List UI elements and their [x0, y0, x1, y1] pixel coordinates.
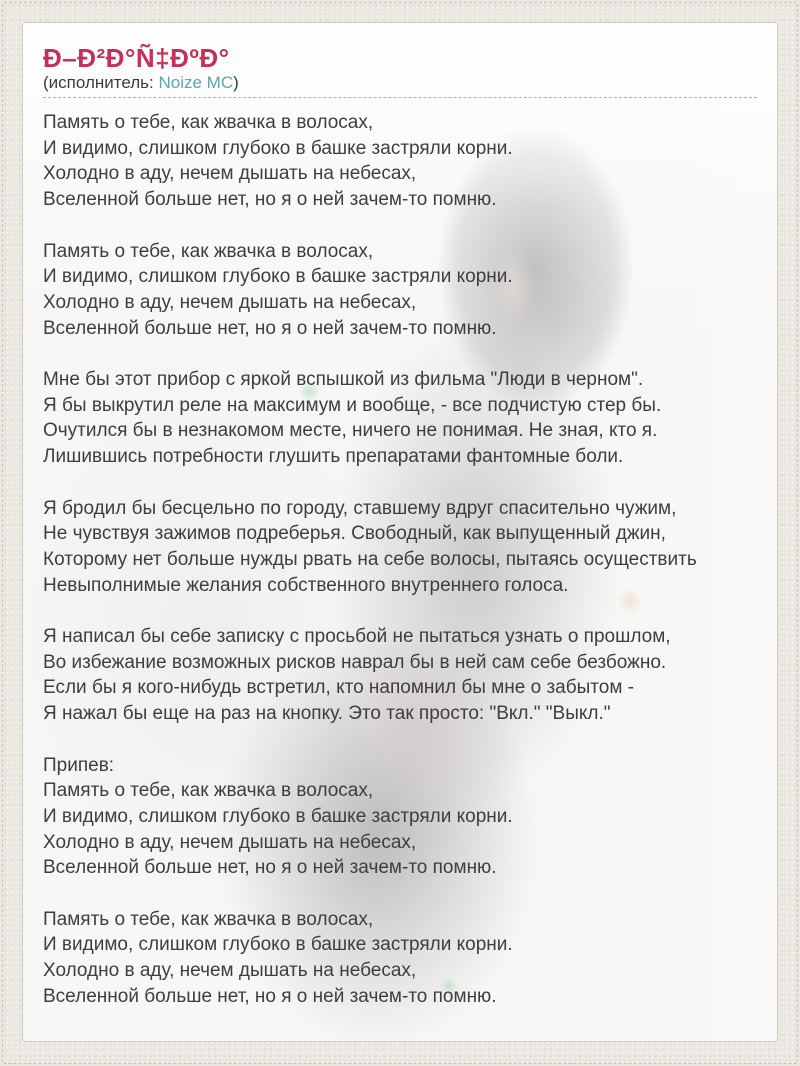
artist-link[interactable]: Noize MC: [158, 73, 234, 92]
lyric-line: Холодно в аду, нечем дышать на небесах,: [43, 960, 417, 982]
lyric-line: И видимо, слишком глубоко в башке застряли корни.: [43, 934, 513, 956]
lyric-line: И видимо, слишком глубоко в башке застряли корни.: [43, 266, 513, 288]
lyric-line: Я бродил бы бесцельно по городу, ставшему вдруг спасительно чужим,: [43, 497, 677, 519]
lyric-line: Холодно в аду, нечем дышать на небесах,: [43, 163, 417, 185]
lyric-line: Память о тебе, как жвачка в волосах,: [43, 240, 374, 262]
lyric-line: Во избежание возможных рисков наврал бы в ней сам себе безбожно.: [43, 651, 667, 673]
lyric-line: Холодно в аду, нечем дышать на небесах,: [43, 291, 417, 313]
artist-prefix: (исполнитель:: [43, 73, 159, 92]
lyrics-text: [43, 110, 757, 1010]
lyric-line: Я написал бы себе записку с просьбой не пытаться узнать о прошлом,: [43, 626, 671, 647]
lyrics-card: [22, 22, 778, 1042]
lyrics-stanza: [43, 239, 757, 342]
lyric-line: Вселенной больше нет, но я о ней зачем-то помню.: [43, 857, 497, 879]
page-title: Ð–Ð²Ð°Ñ‡ÐºÐ°: [43, 43, 230, 73]
lyric-line: И видимо, слишком глубоко в башке застряли корни.: [43, 137, 513, 159]
lyric-line: Я нажал бы еще на раз на кнопку. Это так просто: "Вкл." "Выкл.": [43, 703, 611, 725]
lyric-line: Мне бы этот прибор с яркой вспышкой из фильма "Люди в черном".: [43, 369, 644, 390]
lyric-line: Очутился бы в незнакомом месте, ничего не понимая. Не зная, кто я.: [43, 420, 658, 442]
lyric-line: И видимо, слишком глубоко в башке застряли корни.: [43, 805, 513, 827]
lyrics-stanza: [43, 367, 757, 470]
lyric-line: Вселенной больше нет, но я о ней зачем-то помню.: [43, 189, 497, 211]
lyrics-stanza: [43, 907, 757, 1010]
lyric-line: Невыполнимые желания собственного внутреннего голоса.: [43, 574, 569, 596]
lyric-line: Не чувствуя зажимов подреберья. Свободный, как выпущенный джин,: [43, 523, 666, 545]
lyric-line: Память о тебе, как жвачка в волосах,: [43, 112, 374, 133]
lyric-line: Холодно в аду, нечем дышать на небесах,: [43, 831, 417, 853]
card-content: [23, 23, 777, 1010]
lyrics-stanza: [43, 624, 757, 727]
lyrics-stanza: [43, 496, 757, 599]
lyric-line: Которому нет больше нужды рвать на себе волосы, пытаясь осуществить: [43, 548, 697, 570]
lyrics-stanza: [43, 753, 757, 882]
artist-line: [43, 73, 757, 98]
artist-suffix: ): [233, 73, 239, 92]
lyric-line: Если бы я кого-нибудь встретил, кто напомнил бы мне о забытом -: [43, 677, 634, 699]
lyric-line: Вселенной больше нет, но я о ней зачем-то помню.: [43, 985, 497, 1007]
lyric-line: Я бы выкрутил реле на максимум и вообще, - все подчистую стер бы.: [43, 394, 662, 416]
lyric-line: Лишившись потребности глушить препаратами фантомные боли.: [43, 446, 624, 468]
lyric-line: Припев:: [43, 754, 115, 776]
lyric-line: Вселенной больше нет, но я о ней зачем-то помню.: [43, 317, 497, 339]
lyrics-stanza: [43, 110, 757, 213]
lyric-line: Память о тебе, как жвачка в волосах,: [43, 908, 374, 930]
lyric-line: Память о тебе, как жвачка в волосах,: [43, 780, 374, 802]
